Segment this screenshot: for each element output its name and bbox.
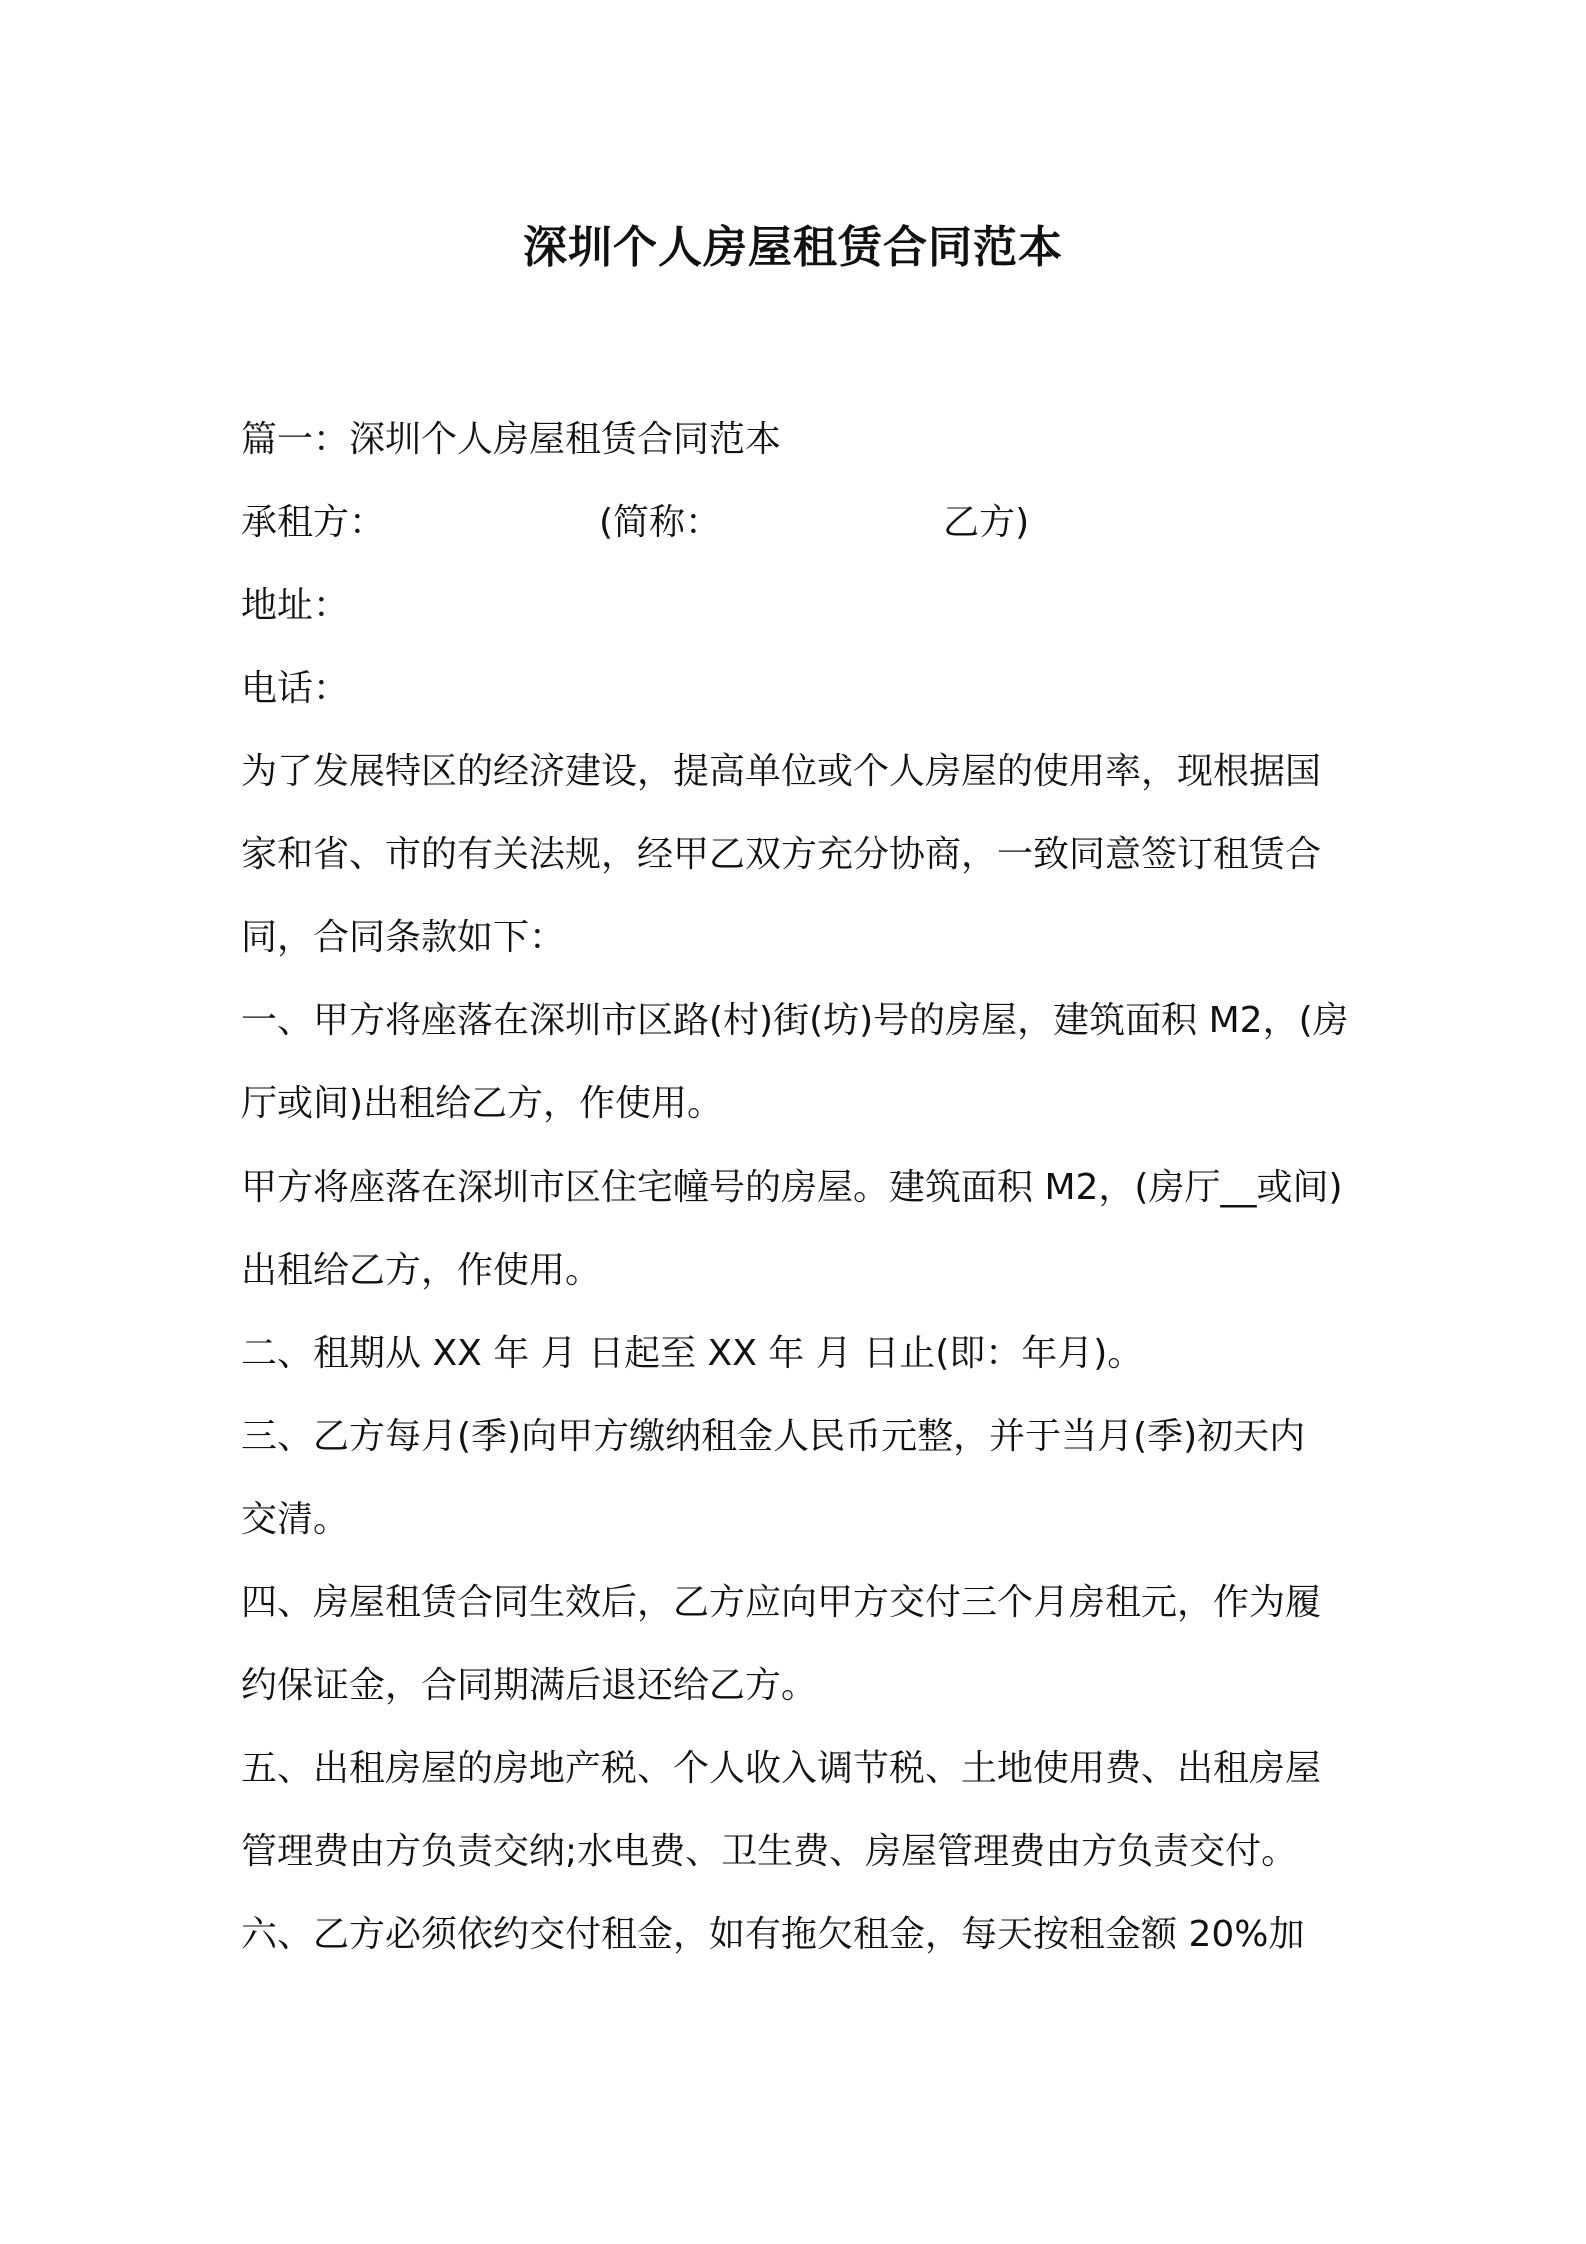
paragraph-line: 同，合同条款如下： <box>241 917 566 958</box>
paragraph-line: 为了发展特区的经济建设，提高单位或个人房屋的使用率，现根据国 <box>241 751 1322 792</box>
clause-4-line: 约保证金，合同期满后退还给乙方。 <box>241 1665 818 1706</box>
clause-3-line: 三、乙方每月(季)向甲方缴纳租金人民币元整，并于当月(季)初天内 <box>241 1416 1306 1457</box>
paragraph-line: 家和省、市的有关法规，经甲乙双方充分协商，一致同意签订租赁合 <box>241 834 1322 875</box>
address-line: 地址： <box>241 585 350 626</box>
clause-5-line: 管理费由方负责交纳;水电费、卫生费、房屋管理费由方负责交付。 <box>241 1831 1298 1872</box>
clause-3-line: 交清。 <box>241 1499 350 1540</box>
lessee-line <box>241 481 1029 565</box>
paragraph-line: 甲方将座落在深圳市区住宅幢号的房屋。建筑面积 M2，(房厅__或间) <box>241 1167 1343 1208</box>
clause-2-line: 二、租期从 XX 年 月 日起至 XX 年 月 日止(即：年月)。 <box>241 1333 1144 1374</box>
abbrev-value: 乙方) <box>943 502 1030 543</box>
lessee-label: 承租方： <box>241 502 386 543</box>
clause-1-line: 一、甲方将座落在深圳市区路(村)街(坊)号的房屋，建筑面积 M2，(房 <box>241 1000 1349 1041</box>
clause-6-line: 六、乙方必须依约交付租金，如有拖欠租金，每天按租金额 20%加 <box>241 1914 1305 1955</box>
section-heading: 篇一：深圳个人房屋租赁合同范本 <box>241 419 782 460</box>
abbrev-label: (简称： <box>599 502 722 543</box>
phone-line: 电话： <box>241 668 350 709</box>
document-title: 深圳个人房屋租赁合同范本 <box>523 222 1063 273</box>
clause-5-line: 五、出租房屋的房地产税、个人收入调节税、土地使用费、出租房屋 <box>241 1748 1322 1789</box>
clause-1-line: 厅或间)出租给乙方，作使用。 <box>241 1083 724 1124</box>
paragraph-line: 出租给乙方，作使用。 <box>241 1250 602 1291</box>
clause-4-line: 四、房屋租赁合同生效后，乙方应向甲方交付三个月房租元，作为履 <box>241 1582 1322 1623</box>
